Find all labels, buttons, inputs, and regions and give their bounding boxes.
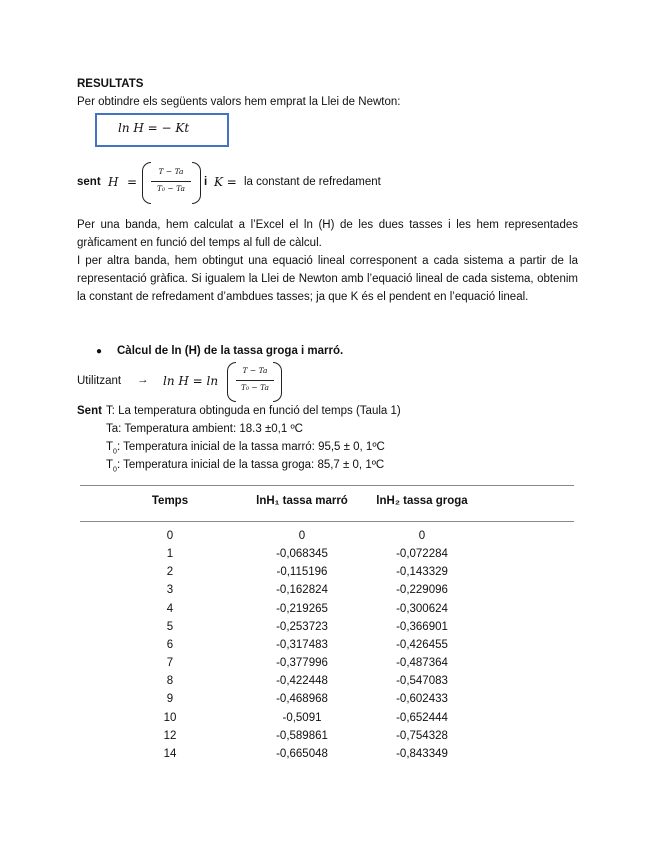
- t0-groga-sub: 0: [113, 466, 117, 474]
- t0-marro-text: : Temperatura inicial de la tassa marró: 95,5 ± 0, 1ºC: [116, 441, 385, 453]
- table-cell-temps: 5: [166, 620, 174, 633]
- sent-def-text: T: La temperatura obtinguda en funció del temps (Taula 1): [106, 405, 401, 417]
- bullet-dot: ●: [96, 346, 103, 357]
- sent-h: H: [108, 175, 119, 189]
- table-cell-temps: 7: [166, 657, 174, 670]
- table-cell-groga: -0,143329: [396, 566, 448, 579]
- sent-label: sent: [77, 176, 101, 188]
- table-cell-groga: -0,300624: [396, 602, 448, 615]
- table-cell-groga: -0,229096: [396, 584, 448, 597]
- table-cell-groga: -0,366901: [396, 620, 448, 633]
- table-cell-groga: -0,652444: [396, 711, 448, 724]
- utilitzant-label: Utilitzant: [77, 375, 122, 387]
- table-cell-temps: 3: [166, 584, 174, 597]
- t0-marro-line: [106, 441, 385, 455]
- table-cell-marro: -0,377996: [276, 657, 328, 670]
- table-cell-marro: -0,317483: [276, 638, 328, 651]
- table-cell-marro: -0,468968: [276, 693, 328, 706]
- sent-def-label: Sent: [77, 405, 102, 417]
- ta-line: Ta: Temperatura ambient: 18.3 ±0,1 ºC: [106, 423, 303, 435]
- bullet-text: Càlcul de ln (H) de la tassa groga i marró.: [117, 345, 344, 357]
- table-cell-temps: 9: [166, 693, 174, 706]
- t0-groga-t: T: [106, 459, 114, 471]
- formula-main: ln H = − Kt: [118, 121, 190, 135]
- frac-numerator: T − Ta: [158, 167, 184, 176]
- table-cell-groga: -0,072284: [396, 548, 448, 561]
- paragraph-2: I per altra banda, hem obtingut una equació lineal corresponent a cada sistema a partir de la representació gràfica. Si igualem la Llei de Newton amb l’equació lineal de cada sistema, obtenim la constant de refredament d’ambdues tasses; ja que K és el pendent en l’equació lineal.: [77, 255, 578, 304]
- table-cell-temps: 12: [163, 729, 177, 742]
- table-cell-marro: -0,115196: [276, 566, 328, 579]
- paren-right: [192, 162, 201, 204]
- t0-marro-t: T: [106, 441, 114, 453]
- fraction-line-2: [236, 380, 274, 381]
- t0-groga-text: : Temperatura inicial de la tassa groga: 85,7 ± 0, 1ºC: [116, 459, 385, 471]
- table-header-groga: lnH₂ tassa groga: [376, 495, 468, 507]
- frac-numerator-2: T − Ta: [242, 366, 268, 375]
- table-cell-groga: -0,843349: [396, 747, 448, 760]
- frac-denominator-2: T₀ − Ta: [241, 383, 269, 392]
- table-cell-marro: -0,219265: [276, 602, 328, 615]
- table-cell-temps: 1: [166, 548, 174, 561]
- table-cell-temps: 2: [166, 566, 174, 579]
- table-cell-marro: -0,665048: [276, 747, 328, 760]
- table-header-temps: Temps: [151, 495, 189, 507]
- table-cell-marro: -0,253723: [276, 620, 328, 633]
- section-heading: RESULTATS: [77, 78, 144, 90]
- table-cell-marro: -0,589861: [276, 729, 328, 742]
- sent-equals: =: [127, 175, 138, 189]
- table-cell-groga: -0,602433: [396, 693, 448, 706]
- table-cell-temps: 4: [166, 602, 174, 615]
- paragraph-1: Per una banda, hem calculat a l’Excel el ln (H) de les dues tasses i les hem representades gràficament en funció del temps al full de càlcul.: [77, 219, 578, 250]
- sent-k: K =: [214, 175, 237, 189]
- table-top-rule: [80, 485, 574, 486]
- table-cell-temps: 8: [166, 675, 174, 688]
- table-cell-temps: 6: [166, 638, 174, 651]
- table-cell-marro: 0: [298, 530, 306, 542]
- arrow-icon: →: [137, 374, 149, 386]
- table-cell-groga: -0,547083: [396, 675, 448, 688]
- table-cell-temps: 10: [163, 711, 177, 724]
- fraction-line: [151, 181, 191, 182]
- t0-groga-line: [106, 459, 384, 473]
- intro-text: Per obtindre els següents valors hem emprat la Llei de Newton:: [77, 96, 401, 108]
- table-cell-marro: -0,162824: [276, 584, 328, 597]
- table-cell-groga: 0: [418, 530, 426, 542]
- table-header-marro: lnH₁ tassa marró: [256, 495, 348, 507]
- table-cell-groga: -0,487364: [396, 657, 448, 670]
- table-cell-temps: 14: [163, 747, 177, 760]
- table-cell-marro: -0,068345: [276, 548, 328, 561]
- table-cell-groga: -0,754328: [396, 729, 448, 742]
- table-cell-groga: -0,426455: [396, 638, 448, 651]
- table-cell-marro: -0,5091: [282, 711, 322, 724]
- utilitzant-lhs: ln H = ln: [163, 374, 219, 388]
- table-header-rule: [80, 521, 574, 522]
- sent-text: la constant de refredament: [244, 176, 381, 188]
- frac-denominator: T₀ − Ta: [157, 184, 185, 193]
- table-cell-marro: -0,422448: [276, 675, 328, 688]
- t0-marro-sub: 0: [113, 448, 117, 456]
- table-cell-temps: 0: [166, 530, 174, 542]
- paren-right-2: [273, 362, 282, 402]
- conj-i: i: [204, 176, 208, 188]
